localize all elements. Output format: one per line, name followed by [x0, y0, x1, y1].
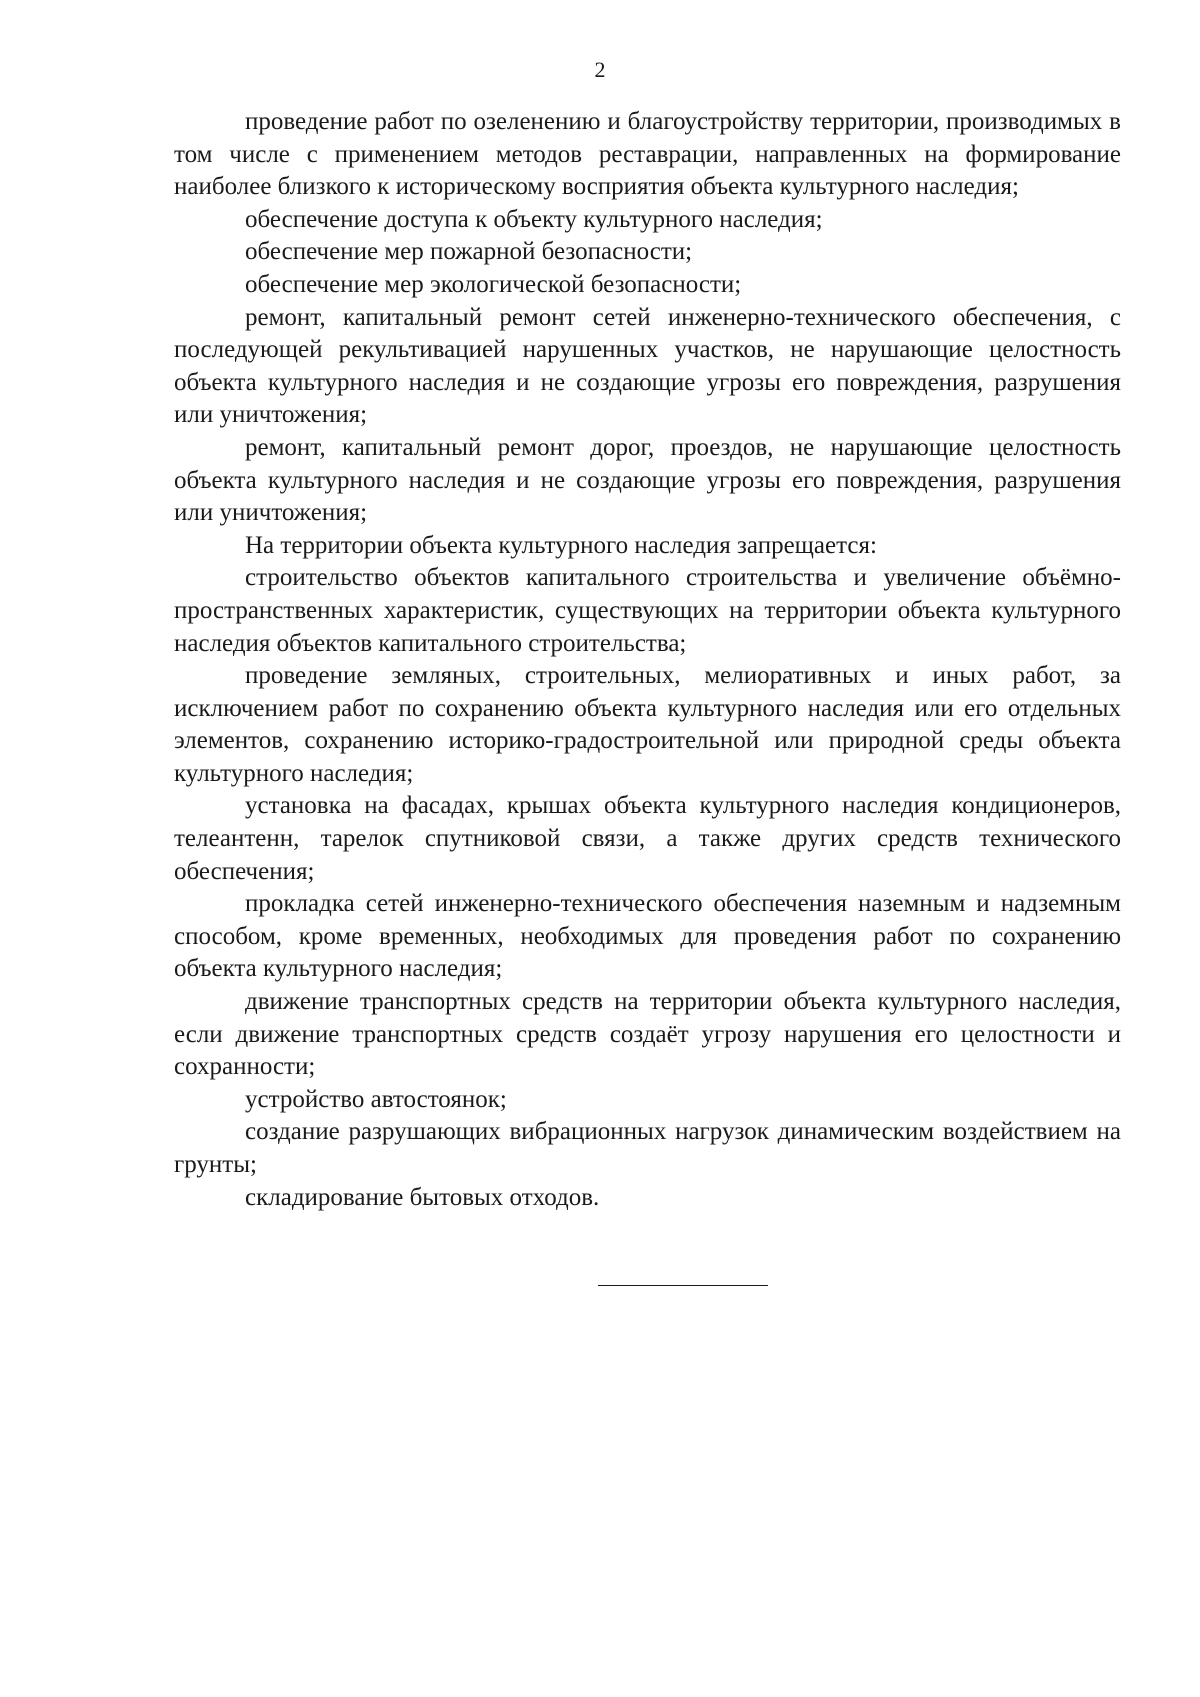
- paragraph-roads-repair: ремонт, капитальный ремонт дорог, проездов, не нарушающие целостность объекта культурного наследия и не создающие угрозы его повреждения, разрушения или уничтожения;: [174, 433, 1121, 527]
- paragraph-facade-equipment-ban: установка на фасадах, крышах объекта культурного наследия кондиционеров, телеантенн, тарелок спутниковой связи, а также других средств технического обеспечения;: [174, 792, 1121, 885]
- paragraph-vehicle-traffic-ban: движение транспортных средств на территории объекта культурного наследия, если движение транспортных средств создаёт угрозу нарушения его целостности и сохранности;: [174, 988, 1121, 1081]
- paragraph-fire-safety: обеспечение мер пожарной безопасности;: [245, 238, 693, 266]
- paragraph-earthworks-ban: проведение земляных, строительных, мелиоративных и иных работ, за исключением работ по сохранению объекта культурного наследия или его отдельных элементов, сохранению историко-градостроительной или природной среды объекта культурного наследия;: [174, 662, 1121, 787]
- paragraph-overground-networks-ban: прокладка сетей инженерно-технического обеспечения наземным и надземным способом, кроме временных, необходимых для проведения работ по сохранению объекта культурного наследия;: [174, 890, 1121, 983]
- paragraph-waste-storage-ban: складирование бытовых отходов.: [245, 1183, 600, 1211]
- paragraph-ecological-safety: обеспечение мер экологической безопасности;: [245, 270, 742, 298]
- paragraph-parking-ban: устройство автостоянок;: [245, 1085, 507, 1113]
- page-number: 2: [594, 57, 606, 82]
- paragraph-construction-ban: строительство объектов капитального строительства и увеличение объёмно-пространственных характеристик, существующих на территории объекта культурного наследия объектов капитального строительства;: [174, 564, 1121, 657]
- paragraph-landscaping: проведение работ по озеленению и благоустройству территории, производимых в том числе с применением методов реставрации, направленных на формирование наиболее близкого к историческому восприятия объекта культурного наследия;: [174, 108, 1121, 201]
- paragraph-utility-networks-repair: ремонт, капитальный ремонт сетей инженерно-технического обеспечения, с последующей рекультивацией нарушенных участков, не нарушающие целостность объекта культурного наследия и не создающие угрозы его повреждения, разрушения или уничтожения;: [174, 303, 1121, 429]
- document-body: [174, 106, 1121, 1214]
- paragraph-prohibited-heading: На территории объекта культурного наследия запрещается:: [245, 531, 877, 559]
- paragraph-access: обеспечение доступа к объекту культурного наследия;: [245, 205, 823, 233]
- end-of-text-rule: [598, 1285, 768, 1286]
- paragraph-vibration-ban: создание разрушающих вибрационных нагрузок динамическим воздействием на грунты;: [174, 1118, 1121, 1178]
